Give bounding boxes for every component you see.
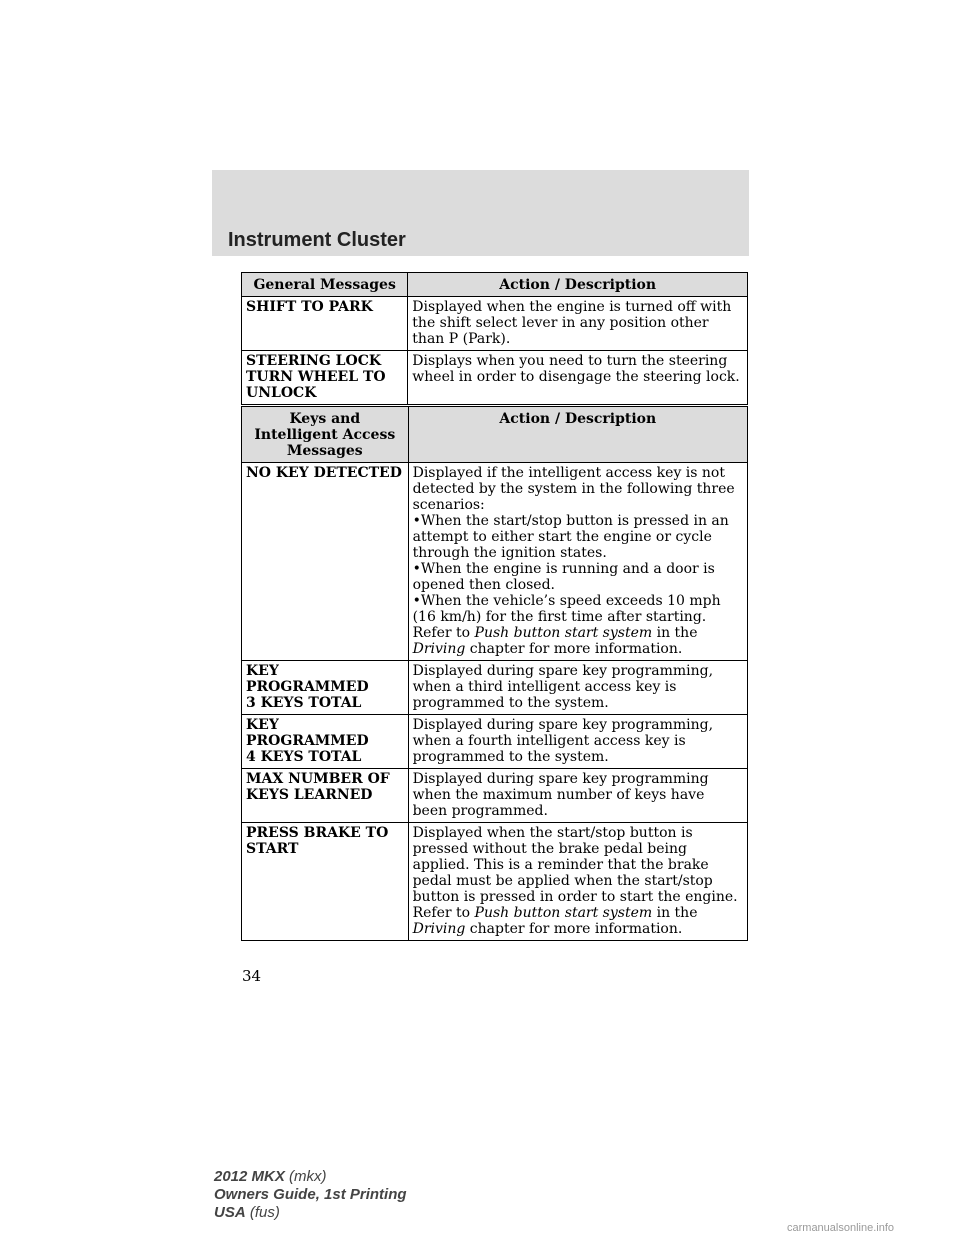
message-name: SHIFT TO PARK (242, 297, 408, 351)
message-description (408, 463, 747, 661)
keys-messages-table (241, 406, 748, 941)
reference-text (413, 625, 743, 657)
footer-line (214, 1204, 407, 1222)
footer-edition: Owners Guide, 1st Printing (214, 1186, 407, 1203)
table-row (242, 823, 748, 941)
footer-model-code: (mkx) (289, 1168, 327, 1185)
column-header: Action / Description (408, 273, 748, 297)
message-description: Displayed when the engine is turned off with the shift select lever in any position other than P (Park). (408, 297, 748, 351)
footer-line (214, 1168, 407, 1186)
table-row (242, 769, 748, 823)
reference-prefix: Refer to (412, 625, 475, 641)
general-messages-table (241, 272, 748, 405)
table-row (242, 463, 748, 661)
column-header: Action / Description (408, 407, 747, 463)
table-row (242, 351, 748, 405)
bullet-item: •When the vehicle’s speed exceeds 10 mph (16 km/h) for the first time after starting. (412, 593, 721, 625)
table-header-row (242, 273, 748, 297)
reference-italic: Push button start system (474, 625, 653, 641)
message-name: STEERING LOCK TURN WHEEL TO UNLOCK (242, 351, 408, 405)
column-header: General Messages (242, 273, 408, 297)
description-intro: Displayed when the start/stop button is pressed without the brake pedal being applied. This is a reminder that the brake pedal must be applied when the start/stop button is pressed in order to start the engine. Refer to (412, 825, 738, 921)
message-name: PRESS BRAKE TO START (242, 823, 409, 941)
table-row (242, 715, 748, 769)
page-number: 34 (242, 967, 262, 985)
reference-mid: in the (652, 625, 698, 641)
table-row (242, 297, 748, 351)
document-footer (214, 1168, 407, 1222)
table-header-row (242, 407, 748, 463)
description-intro: Displayed if the intelligent access key is not detected by the system in the following three scenarios: (412, 465, 735, 513)
message-name: KEY PROGRAMMED 4 KEYS TOTAL (242, 715, 409, 769)
reference-suffix: chapter for more information. (465, 641, 683, 657)
message-description (408, 823, 747, 941)
message-description: Displayed during spare key programming when the maximum number of keys have been programmed. (408, 769, 747, 823)
reference-mid: in the (652, 905, 698, 921)
reference-italic: Driving (412, 921, 466, 937)
bullet-item: •When the engine is running and a door is opened then closed. (412, 561, 715, 593)
message-description: Displayed during spare key programming, when a fourth intelligent access key is programmed to the system. (408, 715, 747, 769)
footer-model: 2012 MKX (214, 1168, 285, 1185)
watermark-text: carmanualsonline.info (787, 1222, 895, 1234)
section-title: Instrument Cluster (228, 229, 406, 251)
message-name: MAX NUMBER OF KEYS LEARNED (242, 769, 409, 823)
reference-italic: Push button start system (474, 905, 653, 921)
footer-market: USA (214, 1204, 246, 1221)
reference-suffix: chapter for more information. (465, 921, 683, 937)
table-row (242, 661, 748, 715)
footer-market-code: (fus) (249, 1204, 280, 1221)
message-name: KEY PROGRAMMED 3 KEYS TOTAL (242, 661, 409, 715)
reference-italic: Driving (412, 641, 466, 657)
message-description: Displayed during spare key programming, when a third intelligent access key is programmed to the system. (408, 661, 747, 715)
bullet-item: •When the start/stop button is pressed in an attempt to either start the engine or cycle through the ignition states. (412, 513, 729, 561)
footer-line (214, 1186, 407, 1204)
message-description: Displays when you need to turn the steering wheel in order to disengage the steering lock. (408, 351, 748, 405)
column-header: Keys and Intelligent Access Messages (242, 407, 409, 463)
message-name: NO KEY DETECTED (242, 463, 409, 661)
